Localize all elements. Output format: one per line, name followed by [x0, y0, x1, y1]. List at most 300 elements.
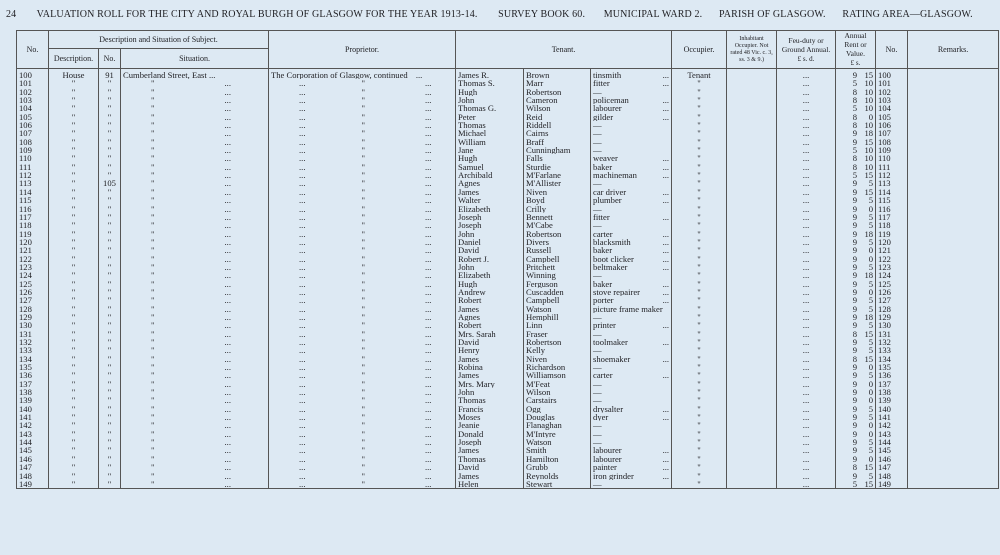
row-inhabitant: [727, 171, 777, 179]
ditto-mark: ": [151, 321, 155, 330]
row-description: ": [49, 472, 99, 480]
leader-dots: ...: [415, 70, 423, 80]
leader-dots: ...: [662, 321, 670, 330]
row-no: 132: [17, 338, 49, 346]
leader-dots: ...: [662, 463, 670, 472]
row-proprietor: [269, 69, 456, 80]
ditto-mark: ": [361, 363, 365, 372]
row-annual: [836, 171, 876, 179]
occupation-text: —: [593, 87, 602, 97]
row-occupier: ": [672, 271, 727, 279]
table-row: [17, 213, 999, 221]
annual-shillings: 5: [868, 338, 874, 347]
row-tenant-last: Niven: [524, 355, 591, 363]
row-number: ": [99, 263, 121, 271]
occupation-text: drysalter: [593, 404, 624, 414]
occupation-text: —: [593, 221, 602, 230]
row-no-right: 104: [876, 104, 908, 112]
row-feuduty: ...: [777, 255, 836, 263]
leader-dots: ...: [299, 346, 306, 355]
leader-dots: ...: [224, 262, 231, 272]
ditto-mark: ": [361, 229, 365, 238]
leader-dots: ...: [224, 104, 231, 113]
table-row: [17, 346, 999, 354]
row-number: ": [99, 363, 121, 371]
row-situation: [121, 371, 269, 379]
leader-dots: ...: [299, 438, 306, 447]
leader-dots: ...: [299, 146, 306, 155]
row-situation: [121, 305, 269, 313]
annual-shillings: 0: [868, 454, 874, 464]
col-situation: Situation.: [121, 48, 269, 68]
row-description: ": [49, 421, 99, 429]
table-row: [17, 146, 999, 154]
row-annual: [836, 255, 876, 263]
row-tenant-first: Elizabeth: [456, 205, 524, 213]
annual-shillings: 5: [868, 371, 874, 380]
row-occupier: ": [672, 338, 727, 346]
row-feuduty: ...: [777, 280, 836, 288]
row-tenant-first: Thomas G.: [456, 104, 524, 112]
ditto-mark: ": [151, 329, 155, 338]
row-occupation: [591, 230, 672, 238]
ditto-mark: ": [361, 312, 365, 322]
row-tenant-first: Elizabeth: [456, 271, 524, 279]
ditto-mark: ": [151, 262, 155, 272]
row-occupier: ": [672, 371, 727, 379]
row-occupation: [591, 463, 672, 471]
ditto-mark: ": [151, 179, 155, 188]
row-annual: [836, 446, 876, 454]
ditto-mark: ": [361, 454, 365, 464]
row-occupier: ": [672, 313, 727, 321]
row-no: 106: [17, 121, 49, 129]
row-feuduty: ...: [777, 104, 836, 112]
annual-shillings: 15: [864, 70, 874, 80]
row-no-right: 121: [876, 246, 908, 254]
ditto-mark: ": [361, 237, 365, 247]
ditto-mark: ": [361, 338, 365, 347]
row-no: 109: [17, 146, 49, 154]
occupation-text: carter: [593, 371, 613, 380]
ditto-mark: ": [151, 363, 155, 372]
row-occupation: [591, 388, 672, 396]
row-feuduty: ...: [777, 69, 836, 80]
row-no: 102: [17, 88, 49, 96]
table-row: [17, 330, 999, 338]
row-inhabitant: [727, 371, 777, 379]
annual-pounds: 9: [852, 129, 858, 138]
row-description: ": [49, 121, 99, 129]
row-tenant-first: Jane: [456, 146, 524, 154]
ditto-mark: ": [151, 112, 155, 122]
ditto-mark: ": [361, 104, 365, 113]
row-annual: [836, 388, 876, 396]
row-no-right: 118: [876, 221, 908, 229]
row-proprietor: [269, 280, 456, 288]
leader-dots: ...: [224, 463, 231, 472]
row-inhabitant: [727, 129, 777, 137]
row-feuduty: ...: [777, 405, 836, 413]
leader-dots: ...: [662, 171, 670, 180]
annual-shillings: 0: [868, 388, 874, 397]
table-row: [17, 154, 999, 162]
annual-shillings: 10: [864, 87, 874, 97]
row-remarks: [908, 396, 999, 404]
row-description: ": [49, 438, 99, 446]
leader-dots: ...: [424, 421, 432, 430]
ditto-mark: ": [151, 229, 155, 238]
table-row: [17, 363, 999, 371]
row-tenant-first: John: [456, 263, 524, 271]
row-tenant-last: M'Intyre: [524, 430, 591, 438]
table-row: [17, 313, 999, 321]
row-remarks: [908, 69, 999, 80]
leader-dots: ...: [662, 404, 670, 414]
leader-dots: ...: [299, 413, 306, 422]
row-occupier: ": [672, 163, 727, 171]
leader-dots: ...: [662, 254, 670, 263]
annual-pounds: 8: [852, 121, 858, 130]
ditto-mark: ": [361, 404, 365, 414]
row-proprietor: [269, 246, 456, 254]
row-remarks: [908, 113, 999, 121]
annual-shillings: 18: [864, 229, 874, 238]
row-no-right: 116: [876, 205, 908, 213]
table-row: [17, 380, 999, 388]
leader-dots: ...: [424, 354, 432, 364]
leader-dots: ...: [299, 121, 306, 130]
row-no: 119: [17, 230, 49, 238]
row-occupier: ": [672, 480, 727, 489]
ditto-mark: ": [361, 154, 365, 163]
row-no-right: 138: [876, 388, 908, 396]
row-occupation: [591, 271, 672, 279]
row-remarks: [908, 121, 999, 129]
row-feuduty: ...: [777, 271, 836, 279]
row-occupier: ": [672, 205, 727, 213]
row-description: ": [49, 154, 99, 162]
leader-dots: ...: [424, 413, 432, 422]
row-remarks: [908, 346, 999, 354]
leader-dots: ...: [662, 196, 670, 205]
table-row: [17, 113, 999, 121]
row-situation: [121, 438, 269, 446]
leader-dots: ...: [299, 304, 306, 313]
row-annual: [836, 305, 876, 313]
annual-pounds: 9: [852, 438, 858, 447]
row-occupation: [591, 205, 672, 213]
annual-pounds: 9: [852, 404, 858, 414]
row-description: ": [49, 296, 99, 304]
row-inhabitant: [727, 363, 777, 371]
leader-dots: ...: [224, 271, 231, 280]
annual-pounds: 9: [852, 187, 858, 197]
ditto-mark: ": [151, 304, 155, 313]
row-situation: [121, 213, 269, 221]
row-situation: [121, 129, 269, 137]
occupation-text: —: [593, 363, 602, 372]
leader-dots: ...: [424, 321, 432, 330]
annual-pounds: 9: [852, 271, 858, 280]
annual-shillings: 18: [864, 129, 874, 138]
row-description: ": [49, 79, 99, 87]
row-number: ": [99, 288, 121, 296]
row-situation: [121, 163, 269, 171]
row-no: 104: [17, 104, 49, 112]
row-feuduty: ...: [777, 305, 836, 313]
row-number: ": [99, 113, 121, 121]
row-remarks: [908, 446, 999, 454]
occupation-text: boot clicker: [593, 254, 634, 263]
leader-dots: ...: [224, 87, 231, 97]
row-no: 137: [17, 380, 49, 388]
leader-dots: ...: [424, 463, 432, 472]
leader-dots: ...: [299, 421, 306, 430]
leader-dots: ...: [424, 112, 432, 122]
row-situation: [121, 313, 269, 321]
row-proprietor: [269, 230, 456, 238]
row-description: ": [49, 463, 99, 471]
row-no: 124: [17, 271, 49, 279]
row-occupier: ": [672, 355, 727, 363]
row-tenant-first: Joseph: [456, 438, 524, 446]
row-feuduty: ...: [777, 205, 836, 213]
ditto-mark: ": [361, 296, 365, 305]
row-no-right: 100: [876, 69, 908, 80]
leader-dots: ...: [224, 254, 231, 263]
row-tenant-first: Archibald: [456, 171, 524, 179]
annual-shillings: 0: [868, 254, 874, 263]
leader-dots: ...: [424, 221, 432, 230]
occupation-text: labourer: [593, 454, 622, 464]
occupation-text: tinsmith: [593, 70, 622, 80]
row-annual: [836, 271, 876, 279]
row-description: ": [49, 88, 99, 96]
row-tenant-last: Stewart: [524, 480, 591, 489]
ditto-mark: ": [361, 471, 365, 480]
table-row: [17, 221, 999, 229]
ditto-mark: ": [361, 146, 365, 155]
row-situation: [121, 338, 269, 346]
row-situation: [121, 346, 269, 354]
row-occupation: [591, 313, 672, 321]
ditto-mark: ": [361, 279, 365, 288]
leader-dots: ...: [299, 454, 306, 464]
leader-dots: ...: [224, 129, 231, 138]
ditto-mark: ": [151, 254, 155, 263]
leader-dots: ...: [424, 171, 432, 180]
row-tenant-last: Riddell: [524, 121, 591, 129]
row-annual: [836, 330, 876, 338]
occupation-text: plumber: [593, 196, 622, 205]
row-description: ": [49, 413, 99, 421]
row-no-right: 102: [876, 88, 908, 96]
row-tenant-last: Hemphill: [524, 313, 591, 321]
row-proprietor: [269, 413, 456, 421]
row-tenant-first: Joseph: [456, 213, 524, 221]
occupation-text: toolmaker: [593, 338, 628, 347]
row-remarks: [908, 221, 999, 229]
row-situation: [121, 413, 269, 421]
col-description-group: Description and Situation of Subject.: [49, 31, 269, 49]
row-remarks: [908, 338, 999, 346]
row-description: ": [49, 338, 99, 346]
leader-dots: ...: [224, 121, 231, 130]
row-description: ": [49, 446, 99, 454]
row-inhabitant: [727, 313, 777, 321]
annual-shillings: 10: [864, 104, 874, 113]
leader-dots: ...: [424, 379, 432, 389]
col-description: Description.: [49, 48, 99, 68]
row-number: ": [99, 246, 121, 254]
row-proprietor: [269, 154, 456, 162]
occupation-text: baker: [593, 162, 613, 172]
row-inhabitant: [727, 188, 777, 196]
annual-ls-label: £ s.: [850, 59, 861, 67]
row-no: 123: [17, 263, 49, 271]
table-row: [17, 179, 999, 187]
row-remarks: [908, 79, 999, 87]
row-tenant-first: Donald: [456, 430, 524, 438]
row-description: ": [49, 171, 99, 179]
annual-shillings: 5: [868, 237, 874, 247]
row-occupation: [591, 421, 672, 429]
table-row: [17, 388, 999, 396]
leader-dots: ...: [224, 346, 231, 355]
row-number: ": [99, 138, 121, 146]
leader-dots: ...: [299, 79, 306, 88]
row-no: 138: [17, 388, 49, 396]
row-number: ": [99, 313, 121, 321]
row-remarks: [908, 179, 999, 187]
row-no: 149: [17, 480, 49, 489]
annual-pounds: 9: [852, 421, 858, 430]
col-no: No.: [17, 31, 49, 69]
leader-dots: ...: [299, 329, 306, 338]
row-remarks: [908, 296, 999, 304]
annual-shillings: 10: [864, 79, 874, 88]
leader-dots: ...: [424, 96, 432, 105]
leader-dots: ...: [299, 237, 306, 247]
row-remarks: [908, 196, 999, 204]
row-occupation: [591, 413, 672, 421]
table-row: [17, 188, 999, 196]
row-no-right: 124: [876, 271, 908, 279]
row-proprietor: [269, 305, 456, 313]
row-description: ": [49, 371, 99, 379]
annual-pounds: 9: [852, 388, 858, 397]
row-no-right: 149: [876, 480, 908, 489]
row-inhabitant: [727, 330, 777, 338]
row-occupier: ": [672, 113, 727, 121]
row-tenant-first: James: [456, 472, 524, 480]
row-no-right: 113: [876, 179, 908, 187]
row-description: ": [49, 196, 99, 204]
row-tenant-last: Campbell: [524, 296, 591, 304]
row-no: 136: [17, 371, 49, 379]
annual-shillings: 18: [864, 312, 874, 322]
row-no: 135: [17, 363, 49, 371]
row-inhabitant: [727, 288, 777, 296]
table-row: [17, 321, 999, 329]
row-tenant-first: Samuel: [456, 163, 524, 171]
row-occupier: ": [672, 288, 727, 296]
leader-dots: ...: [299, 96, 306, 105]
leader-dots: ...: [424, 204, 432, 213]
annual-pounds: 9: [852, 471, 858, 480]
row-number: ": [99, 330, 121, 338]
leader-dots: ...: [424, 312, 432, 322]
row-no: 142: [17, 421, 49, 429]
leader-dots: ...: [224, 371, 231, 380]
row-situation: [121, 355, 269, 363]
row-number: ": [99, 455, 121, 463]
row-tenant-first: David: [456, 246, 524, 254]
leader-dots: ...: [662, 112, 670, 122]
row-situation: [121, 96, 269, 104]
leader-dots: ...: [662, 187, 670, 197]
row-no-right: 142: [876, 421, 908, 429]
occupation-text: baker: [593, 246, 613, 255]
table-row: [17, 246, 999, 254]
row-description: ": [49, 388, 99, 396]
row-feuduty: ...: [777, 338, 836, 346]
row-occupier: ": [672, 388, 727, 396]
col-inhabitant: Inhabitant Occupier. Not rated 48 Vic. c. 3, ss. 3 & 9.): [727, 31, 777, 69]
annual-shillings: 5: [868, 304, 874, 313]
occupation-text: —: [593, 129, 602, 138]
row-no-right: 101: [876, 79, 908, 87]
row-occupation: [591, 363, 672, 371]
leader-dots: ...: [424, 446, 432, 455]
annual-shillings: 5: [868, 321, 874, 330]
row-occupation: [591, 163, 672, 171]
row-occupier: ": [672, 455, 727, 463]
ditto-mark: ": [151, 463, 155, 472]
leader-dots: ...: [299, 254, 306, 263]
leader-dots: ...: [424, 429, 432, 439]
row-occupier: ": [672, 246, 727, 254]
row-situation: [121, 388, 269, 396]
row-no: 116: [17, 205, 49, 213]
annual-pounds: 9: [852, 70, 858, 80]
annual-pounds: 9: [852, 346, 858, 355]
row-tenant-first: Thomas S.: [456, 79, 524, 87]
row-tenant-last: M'Farlane: [524, 171, 591, 179]
row-no-right: 140: [876, 405, 908, 413]
annual-shillings: 10: [864, 162, 874, 172]
leader-dots: ...: [424, 454, 432, 464]
row-inhabitant: [727, 113, 777, 121]
row-proprietor: [269, 463, 456, 471]
row-description: ": [49, 346, 99, 354]
annual-pounds: 9: [852, 379, 858, 389]
row-annual: [836, 246, 876, 254]
row-annual: [836, 138, 876, 146]
ditto-mark: ": [361, 287, 365, 297]
row-no-right: 144: [876, 438, 908, 446]
row-situation: [121, 480, 269, 489]
leader-dots: ...: [224, 354, 231, 364]
row-no-right: 145: [876, 446, 908, 454]
row-no-right: 117: [876, 213, 908, 221]
row-number: ": [99, 88, 121, 96]
row-inhabitant: [727, 338, 777, 346]
row-occupier: ": [672, 88, 727, 96]
row-feuduty: ...: [777, 446, 836, 454]
row-occupier: ": [672, 238, 727, 246]
